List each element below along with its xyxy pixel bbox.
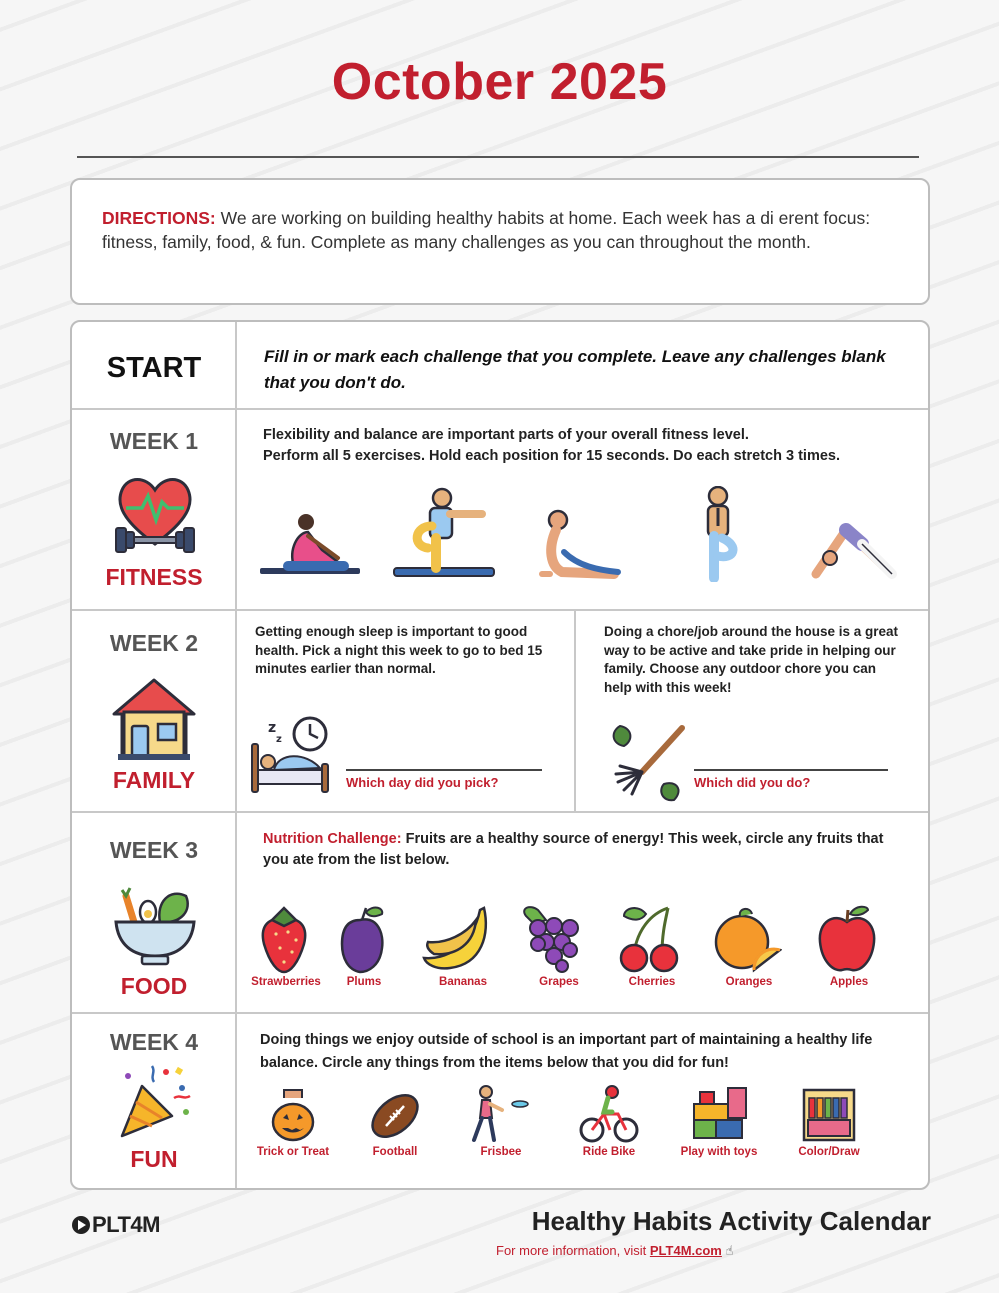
nutrition-challenge-label: Nutrition Challenge:	[263, 831, 402, 847]
week4-label: WEEK 4	[109, 1029, 199, 1055]
activity-label: Football	[372, 1146, 418, 1158]
week2-divider	[574, 610, 576, 811]
standing-balance-pose-icon	[392, 486, 496, 580]
fruit-label: Grapes	[539, 976, 579, 988]
plt4m-logo	[72, 1212, 160, 1238]
bike-rider-icon	[578, 1084, 640, 1144]
row-divider	[72, 811, 928, 813]
week3-text	[263, 829, 903, 871]
toy-blocks-icon	[690, 1084, 750, 1142]
banana-icon	[420, 904, 492, 974]
week1-category: FITNESS	[105, 564, 203, 590]
week3-body: Fruits are a healthy source of energy! This week, circle any fruits that you ate from the list below.	[263, 831, 884, 868]
downward-dog-icon	[806, 518, 902, 580]
tree-pose-icon	[684, 486, 752, 582]
row-divider	[72, 609, 928, 611]
week3-label: WEEK 3	[109, 837, 199, 863]
jack-o-lantern-icon	[270, 1086, 316, 1144]
fruit-label: Plums	[346, 976, 382, 988]
strawberry-icon	[258, 904, 310, 974]
apple-icon	[816, 904, 878, 974]
crayon-box-icon	[800, 1086, 858, 1144]
activity-label: Play with toys	[680, 1146, 758, 1158]
week2-category: FAMILY	[112, 767, 196, 793]
week3-category: FOOD	[120, 973, 188, 999]
footer-title: Healthy Habits Activity Calendar	[531, 1206, 931, 1236]
footer-info-text: For more information, visit	[496, 1243, 650, 1258]
logo-play-icon	[72, 1216, 90, 1234]
page-title: October 2025	[331, 53, 668, 111]
chore-answer-line[interactable]	[694, 769, 888, 771]
footer-link[interactable]: PLT4M.com	[649, 1243, 722, 1258]
footer-info	[496, 1243, 733, 1259]
activity-label: Color/Draw	[798, 1146, 860, 1158]
orange-icon	[712, 906, 782, 974]
week4-text: Doing things we enjoy outside of school is an important part of maintaining a healthy life balance. Circle any things from the items below that you did for fun!	[260, 1032, 873, 1071]
row-divider	[72, 1012, 928, 1014]
activity-label: Trick or Treat	[256, 1146, 330, 1158]
logo-text: PLT4M	[92, 1212, 160, 1237]
sleep-answer-label: Which day did you pick?	[346, 775, 499, 790]
sleeping-bed-clock-icon	[248, 712, 332, 794]
fruit-label: Oranges	[725, 976, 773, 988]
title-divider	[77, 156, 919, 158]
sleep-answer-line[interactable]	[346, 769, 542, 771]
house-icon	[110, 676, 198, 762]
fruit-label: Cherries	[628, 976, 676, 988]
row-divider	[72, 408, 928, 410]
grapes-icon	[516, 904, 586, 974]
football-icon	[368, 1088, 422, 1144]
fruit-label: Bananas	[439, 976, 487, 988]
seated-stretch-icon	[258, 510, 362, 580]
rake-leaves-icon	[602, 722, 692, 806]
activity-label: Frisbee	[480, 1146, 522, 1158]
fruit-label: Apples	[829, 976, 869, 988]
calendar-grid	[70, 320, 930, 1190]
week1-line2: Perform all 5 exercises. Hold each position for 15 seconds. Do each stretch 3 times.	[263, 448, 840, 464]
cherries-icon	[616, 904, 682, 974]
fitness-heart-dumbbell-icon	[112, 470, 198, 556]
directions-box	[70, 178, 930, 305]
cobra-pose-icon	[538, 508, 622, 580]
svg-text:z: z	[276, 734, 282, 745]
week1-line1: Flexibility and balance are important parts of your overall fitness level.	[263, 427, 749, 443]
plum-icon	[338, 904, 386, 974]
directions-text: We are working on building healthy habits at home. Each week has a di erent focus: fitness, family, food, & fun. Complete as many challenges as you can throughout the month.	[102, 208, 871, 252]
start-label: START	[106, 352, 202, 384]
frisbee-player-icon	[466, 1084, 530, 1144]
start-instruction: Fill in or mark each challenge that you complete. Leave any challenges blank that you don't do.	[264, 347, 886, 392]
svg-text:z: z	[268, 720, 277, 736]
salad-bowl-icon	[112, 882, 198, 968]
week2-label: WEEK 2	[109, 630, 199, 656]
activity-label: Ride Bike	[582, 1146, 636, 1158]
week4-category: FUN	[130, 1146, 178, 1172]
party-popper-icon	[116, 1062, 196, 1140]
pointer-hand-icon: ☝	[725, 1243, 734, 1258]
week2-sleep-text: Getting enough sleep is important to good health. Pick a night this week to go to bed 15 minutes earlier than normal.	[255, 624, 543, 676]
directions-label: DIRECTIONS:	[102, 208, 216, 228]
chore-answer-label: Which did you do?	[694, 775, 811, 790]
week2-chore-text: Doing a chore/job around the house is a great way to be active and take pride in helping our family. Choose any outdoor chore you can help with this week!	[604, 624, 899, 695]
week1-label: WEEK 1	[109, 428, 199, 454]
fruit-label: Strawberries	[251, 976, 321, 988]
